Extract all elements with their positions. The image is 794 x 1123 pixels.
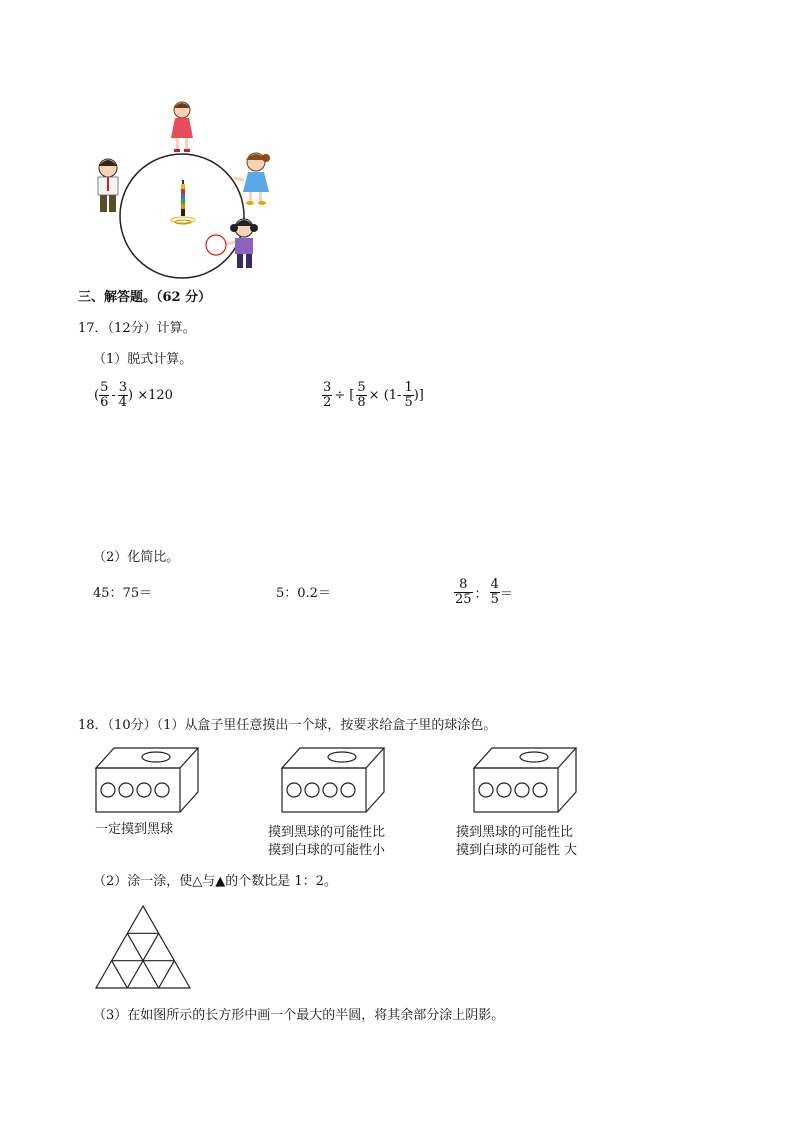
ratio3-fraction-2 xyxy=(490,578,500,607)
ratio3-colon: ： xyxy=(474,587,488,602)
triangle-grid xyxy=(94,904,194,996)
expr1-minus: - xyxy=(111,388,116,403)
box-3-caption-line-1: 摸到黑球的可能性比 xyxy=(456,825,574,840)
q17-part2-title: （2）化简比。 xyxy=(93,550,180,565)
ring-toss-illustration xyxy=(92,96,292,281)
fraction-denominator: 25 xyxy=(455,592,472,607)
fraction-denominator: 5 xyxy=(404,395,413,410)
fraction-numerator: 5 xyxy=(357,380,366,395)
fraction-numerator: 8 xyxy=(459,577,468,592)
box-1-caption: 一定摸到黑球 xyxy=(95,822,174,837)
fraction-numerator: 1 xyxy=(404,380,413,395)
q17-expression-2 xyxy=(322,381,424,410)
expr2-mid: × (1- xyxy=(368,388,402,403)
ratio-3 xyxy=(454,578,513,607)
q17-stem: 17．（12分）计算。 xyxy=(78,321,196,336)
q18-part2: （2）涂一涂，使△与▲的个数比是 1：2。 xyxy=(93,874,337,889)
expr2-fraction-2 xyxy=(356,381,366,410)
box-3-drawing xyxy=(472,746,580,814)
ratio-1: 45：75＝ xyxy=(93,586,153,601)
fraction-denominator: 2 xyxy=(323,395,332,410)
expr1-open: ( xyxy=(94,388,100,403)
q17-expression-1 xyxy=(94,381,173,410)
q18-stem: 18．（10分）（1）从盒子里任意摸出一个球，按要求给盒子里的球涂色。 xyxy=(78,718,497,733)
ratio3-fraction-1 xyxy=(454,578,473,607)
fraction-numerator: 3 xyxy=(118,380,128,395)
expr2-tail: )] xyxy=(413,388,424,403)
box-2-drawing xyxy=(280,746,388,814)
fraction-denominator: 8 xyxy=(357,395,366,410)
fraction-numerator: 5 xyxy=(100,380,109,395)
fraction-denominator: 6 xyxy=(100,395,109,410)
q18-part3: （3）在如图所示的长方形中画一个最大的半圆，将其余部分涂上阴影。 xyxy=(93,1008,505,1023)
box-2-caption-line-1: 摸到黑球的可能性比 xyxy=(268,825,386,840)
fraction-denominator: 5 xyxy=(490,592,499,607)
ball-box-3 xyxy=(472,746,580,818)
expr1-fraction-2 xyxy=(118,381,128,410)
ring-toss-svg xyxy=(92,96,292,281)
girl-right-lower xyxy=(226,219,258,268)
fraction-numerator: 3 xyxy=(323,380,332,395)
thrown-ring xyxy=(206,235,226,255)
section-title: 三、解答题。（62 分） xyxy=(78,290,212,305)
expr1-tail: ) ×120 xyxy=(128,388,173,403)
box-3-caption-line-2: 摸到白球的可能性 大 xyxy=(456,843,578,858)
girl-top xyxy=(171,102,193,152)
fraction-numerator: 4 xyxy=(490,577,499,592)
expr2-fraction-1 xyxy=(322,381,332,410)
girl-right-upper xyxy=(234,153,270,205)
q17-part1-title: （1）脱式计算。 xyxy=(93,352,193,367)
ratio-2: 5：0.2＝ xyxy=(276,586,331,601)
ball-box-1 xyxy=(94,746,202,818)
ball-box-2 xyxy=(280,746,388,818)
triangle-grid-drawing xyxy=(94,904,194,992)
boy-left xyxy=(98,159,118,212)
ring-pole xyxy=(171,180,195,224)
ratio3-tail: ＝ xyxy=(499,587,513,602)
expr2-divide: ÷ [ xyxy=(334,388,355,403)
fraction-denominator: 4 xyxy=(118,395,128,410)
box-2-caption-line-2: 摸到白球的可能性小 xyxy=(268,843,386,858)
box-1-drawing xyxy=(94,746,202,814)
expr2-fraction-3 xyxy=(403,381,413,410)
expr1-fraction-1 xyxy=(99,381,109,410)
